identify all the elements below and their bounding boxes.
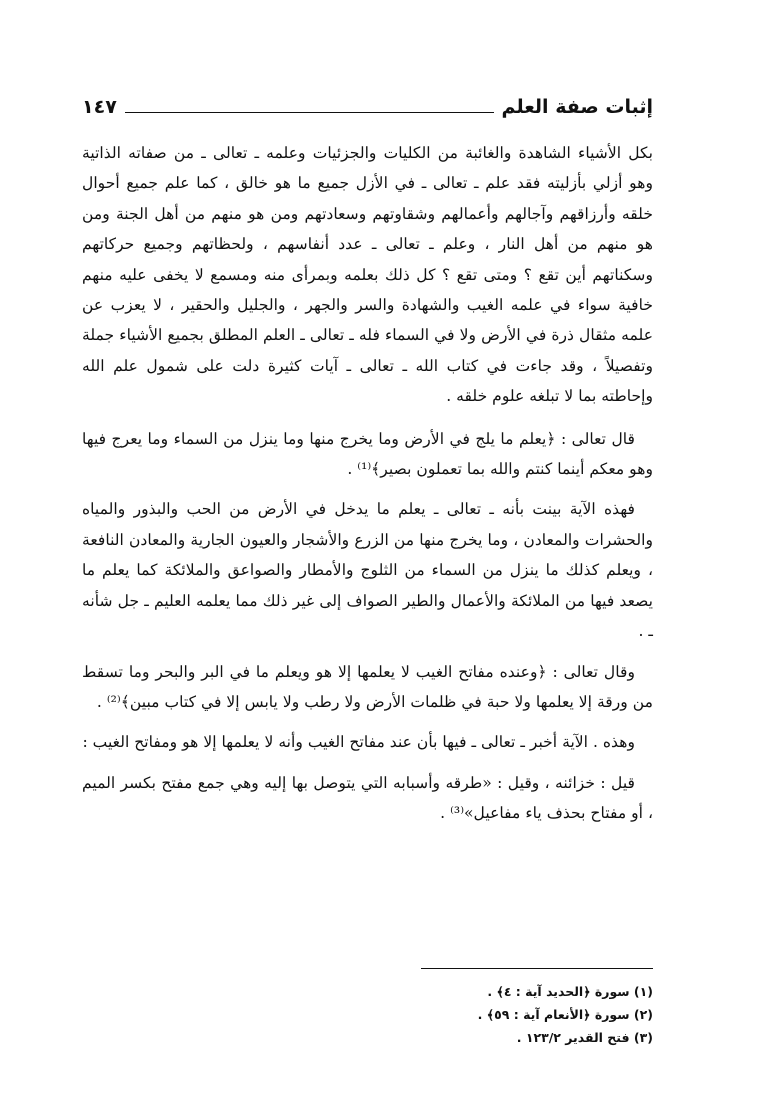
body-text [82, 138, 653, 839]
footnote-separator [421, 968, 653, 969]
footnote-2: (٢) سورة ﴿الأنعام آية : ٥٩﴾ . [477, 1007, 653, 1022]
page-number: ١٤٧ [82, 96, 117, 118]
footnote-1: (١) سورة ﴿الحديد آية : ٤﴾ . [487, 984, 653, 999]
paragraph-5: وهذه . الآية أخبر ـ تعالى ـ فيها بأن عند مفاتح الغيب وأنه لا يعلمها إلا هو ومفاتح الغيب : [82, 733, 635, 752]
header-rule [125, 112, 494, 113]
paragraph-2: قال تعالى : ﴿يعلم ما يلج في الأرض وما يخرج منها وما ينزل من السماء وما يعرج فيها وهو معكم أينما كنتم والله بما تعملون بصير﴾⁽¹⁾ . [82, 429, 653, 479]
paragraph-3: فهذه الآية بينت بأنه ـ تعالى ـ يعلم ما يدخل في الأرض من الحب والبذور والمياه والحشرات والمعادن ، وما يخرج منها من الزرع والأشجار والعيون الجارية والمعادن النافعة ، ويعلم كذلك ما ينزل من السماء من الثلوج والأمطار والصواعق والملائكة كما يعلم ما يصعد فيها من الملائكة والأعمال والطير الصواف إلى غير ذلك مما يعلمه العليم ـ جل شأنه ـ . [82, 500, 653, 641]
paragraph-6: قيل : خزائنه ، وقيل : «طرقه وأسبابه التي يتوصل بها إليه وهي جمع مفتح بكسر الميم ، أو مفتاح بحذف ياء مفاعيل»⁽³⁾ . [82, 773, 653, 823]
footnote-3: (٣) فتح القدير ١٢٣/٢ . [516, 1030, 653, 1045]
running-header [82, 88, 653, 122]
paragraph-1: بكل الأشياء الشاهدة والغائبة من الكليات والجزئيات وعلمه ـ تعالى ـ من صفاته الذاتية وهو أزلي بأزليته فقد علم ـ تعالى ـ في الأزل جميع ما هو خالق ، كما علم جميع أحوال خلقه وأرزاقهم وآجالهم وأعمالهم وشقاوتهم وسعادتهم ومن هو منهم من أهل الجنة ومن هو منهم من أهل النار ، وعلم ـ تعالى ـ عدد أنفاسهم ، ولحظاتهم وجميع حركاتهم وسكناتهم أين تقع ؟ ومتى تقع ؟ كل ذلك بعلمه وبمرأى منه ومسمع لا يخفى عليه منهم خافية سواء في علمه الغيب والشهادة والسر والجهر ، والجليل والحقير ، لا يعزب عن علمه مثقال ذرة في الأرض ولا في السماء فله ـ تعالى ـ العلم المطلق بجميع الأشياء جملة وتفصيلاً ، وقد جاءت في كتاب الله ـ تعالى ـ آيات كثيرة دلت على شمول علم الله وإحاطته بما لا تبلغه علوم خلقه . [82, 144, 653, 406]
footnotes [82, 980, 653, 1049]
paragraph-4: وقال تعالى : ﴿وعنده مفاتح الغيب لا يعلمها إلا هو ويعلم ما في البر والبحر وما تسقط من ورقة إلا يعلمها ولا حبة في ظلمات الأرض ولا رطب ولا يابس إلا في كتاب مبين﴾⁽²⁾ . [82, 662, 653, 711]
header-title: إثبات صفة العلم [501, 96, 653, 118]
